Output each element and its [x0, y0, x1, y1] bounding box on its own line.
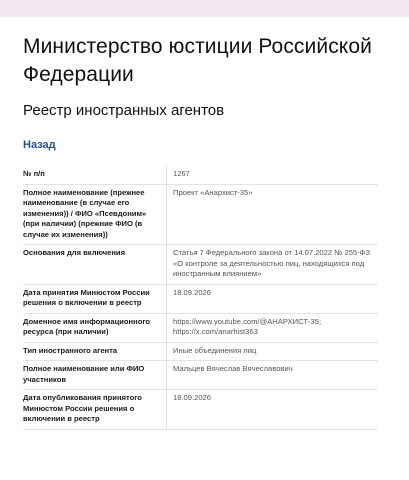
main-content: [0, 33, 409, 430]
table-row: [23, 245, 378, 285]
row-label: Полное наименование или ФИО участников: [23, 361, 167, 390]
row-label: Доменное имя информационного ресурса (при наличии): [23, 313, 167, 342]
row-label: Дата опубликования принятого Минюстом России решения о включении в реестр: [23, 390, 167, 430]
row-value: 1267: [167, 166, 379, 184]
back-link[interactable]: Назад: [23, 139, 56, 151]
organization-title: Министерство юстиции Российской Федерации: [23, 35, 372, 86]
row-value: https://www.youtube.com/@АНАРХИСТ-35; https://x.com/anarhist363: [167, 313, 379, 342]
table-row: [23, 361, 378, 390]
table-row: [23, 342, 378, 361]
row-label: Полное наименование (прежнее наименование (в случае его изменения)) / ФИО «Псевдоним» (при наличии) (прежние ФИО (в случае их изменения)): [23, 184, 167, 245]
table-row: [23, 390, 378, 430]
row-value: 18.09.2026: [167, 284, 379, 313]
row-label: № п/п: [23, 166, 167, 184]
registry-title: Реестр иностранных агентов: [23, 102, 225, 119]
row-label: Дата принятия Минюстом России решения о включении в реестр: [23, 284, 167, 313]
table-row: [23, 284, 378, 313]
row-value: Иные объединения лиц: [167, 342, 379, 361]
row-value: Проект «Анархист-35»: [167, 184, 379, 245]
top-bar: [0, 0, 409, 17]
row-value: 18.09.2026: [167, 390, 379, 430]
table-row: [23, 184, 378, 245]
table-row: [23, 313, 378, 342]
row-label: Основания для включения: [23, 245, 167, 285]
table-row: [23, 166, 378, 184]
record-table: [23, 166, 378, 430]
row-value: Мальцев Вячеслав Вячеславович: [167, 361, 379, 390]
row-value: Статья 7 Федерального закона от 14.07.2022 № 255-ФЗ «О контроле за деятельностью лиц, находящихся под иностранным влиянием»: [167, 245, 379, 285]
row-label: Тип иностранного агента: [23, 342, 167, 361]
